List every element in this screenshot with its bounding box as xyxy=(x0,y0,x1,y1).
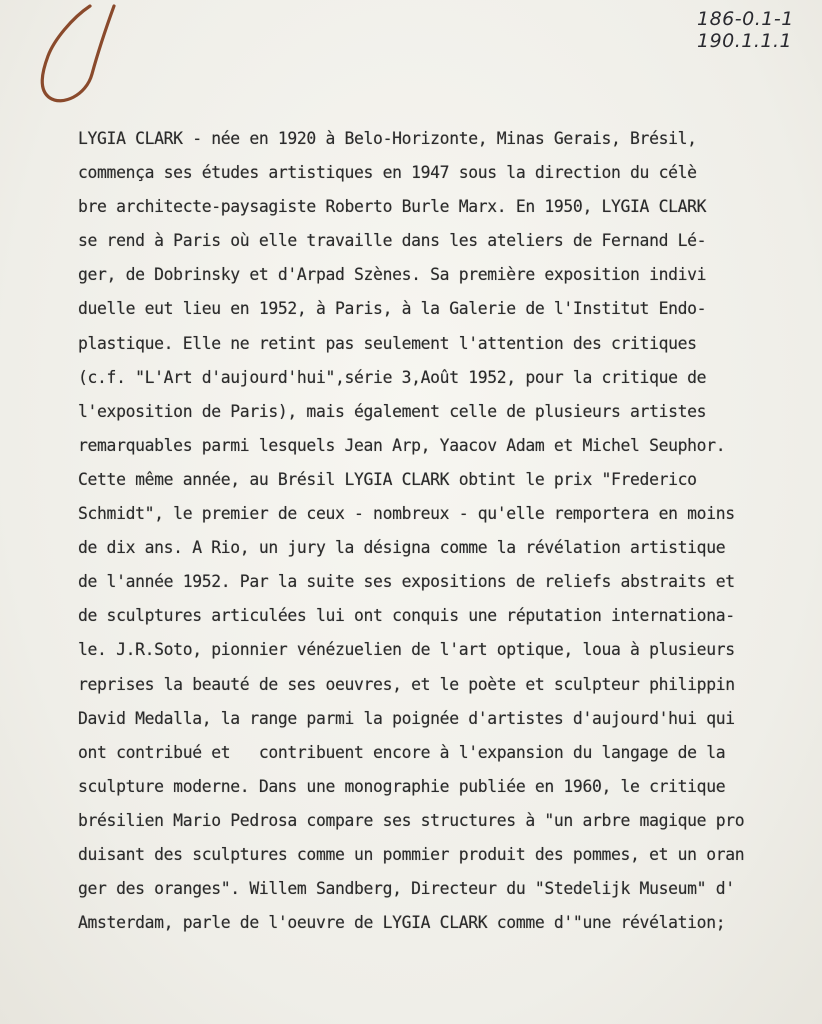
text-line: ont contribué et contribuent encore à l'expansion du langage de la xyxy=(78,742,726,762)
typewritten-body xyxy=(78,122,798,940)
archive-reference-number xyxy=(697,8,794,52)
text-line: plastique. Elle ne retint pas seulement l'attention des critiques xyxy=(78,333,697,353)
text-line: duelle eut lieu en 1952, à Paris, à la Galerie de l'Institut Endo- xyxy=(78,299,707,319)
text-line: l'exposition de Paris), mais également celle de plusieurs artistes xyxy=(78,401,707,421)
text-line: Amsterdam, parle de l'oeuvre de LYGIA CLARK comme d'"une révélation; xyxy=(78,913,726,933)
text-line: sculpture moderne. Dans une monographie publiée en 1960, le critique xyxy=(78,776,726,796)
text-line: Cette même année, au Brésil LYGIA CLARK obtint le prix "Frederico xyxy=(78,469,697,489)
text-line: reprises la beauté de ses oeuvres, et le poète et sculpteur philippin xyxy=(78,674,735,694)
text-line: (c.f. "L'Art d'aujourd'hui",série 3,Août 1952, pour la critique de xyxy=(78,367,707,387)
text-line: le. J.R.Soto, pionnier vénézuelien de l'art optique, loua à plusieurs xyxy=(78,640,735,660)
text-line: de dix ans. A Rio, un jury la désigna comme la révélation artistique xyxy=(78,538,726,558)
text-line: se rend à Paris où elle travaille dans les ateliers de Fernand Lé- xyxy=(78,231,707,251)
text-line: ger, de Dobrinsky et d'Arpad Szènes. Sa première exposition indivi xyxy=(78,265,707,285)
paperclip-icon xyxy=(28,0,118,110)
text-line: remarquables parmi lesquels Jean Arp, Yaacov Adam et Michel Seuphor. xyxy=(78,435,726,455)
archive-ref-line-1: 186-0.1-1 xyxy=(697,8,794,30)
text-line: LYGIA CLARK - née en 1920 à Belo-Horizonte, Minas Gerais, Brésil, xyxy=(78,129,697,148)
text-line: Schmidt", le premier de ceux - nombreux - qu'elle remportera en moins xyxy=(78,504,735,524)
text-line: David Medalla, la range parmi la poignée d'artistes d'aujourd'hui qui xyxy=(78,708,735,728)
text-line: bre architecte-paysagiste Roberto Burle Marx. En 1950, LYGIA CLARK xyxy=(78,197,707,217)
text-line: duisant des sculptures comme un pommier produit des pommes, et un oran xyxy=(78,844,745,864)
text-line: ger des oranges". Willem Sandberg, Directeur du "Stedelijk Museum" d' xyxy=(78,879,735,899)
archive-ref-line-2: 190.1.1.1 xyxy=(697,30,793,52)
text-line: de l'année 1952. Par la suite ses expositions de reliefs abstraits et xyxy=(78,572,735,592)
text-line: brésilien Mario Pedrosa compare ses structures à "un arbre magique pro xyxy=(78,810,745,830)
text-line: commença ses études artistiques en 1947 sous la direction du célè xyxy=(78,163,697,183)
text-line: de sculptures articulées lui ont conquis une réputation internationa- xyxy=(78,606,735,626)
